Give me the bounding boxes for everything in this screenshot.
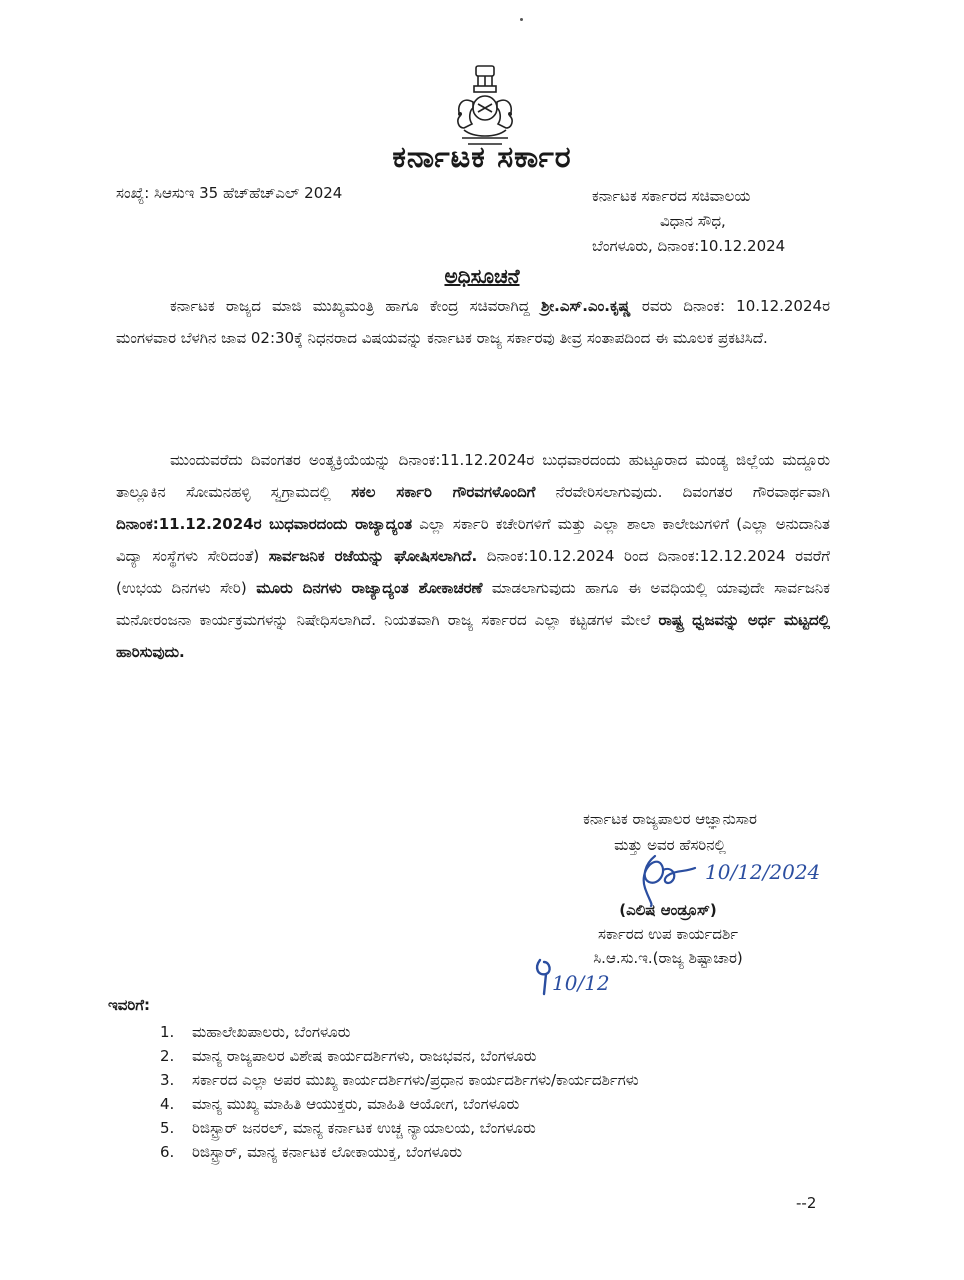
officer-name: (ಎಲಿಷ ಆಂಡ್ರೂಸ್) [619, 901, 717, 919]
p2-text: ಎಲ್ಲಾ ಸರ್ಕಾರಿ ಕಚೇರಿಗಳಿಗೆ ಮತ್ತು ಎಲ್ಲಾ ಶಾಲಾ ಕಾಲೇಜುಗಳಿಗೆ (ಎಲ್ಲಾ ಅನುದಾನಿತ ವಿದ್ಯಾ ಸಂಸ್ಥೆಗಳು ಸೇರಿದಂತೆ) [116, 515, 831, 565]
initial-date: 10/12 [552, 971, 610, 995]
scan-speck [520, 18, 523, 21]
p2-text: ಮುಂದುವರೆದು ದಿವಂಗತರ ಅಂತ್ಯಕ್ರಿಯೆಯನ್ನು ದಿನಾಂಕ:11.12.2024ರ ಬುಧವಾರದಂದು ಹುಟ್ಟೂರಾದ ಮಂಡ್ಯ ಜಿಲ್ಲೆಯ ಮದ್ದೂರು ತಾಲ್ಲೂಕಿನ ಸೋಮನಹಳ್ಳಿ ಸ್ವಗ್ರಾಮದಲ್ಲಿ [116, 451, 830, 501]
reference-number: ಸಂಖ್ಯೆ: ಸಿಆಸುಇ 35 ಹೆಚ್‌ಹೆಚ್‌ಎಲ್ 2024 [116, 184, 343, 202]
list-item-text: ರಿಜಿಸ್ಟ್ರಾರ್ ಜನರಲ್, ಮಾನ್ಯ ಕರ್ನಾಟಕ ಉಚ್ಚ ನ್ಯಾಯಾಲಯ, ಬೆಂಗಳೂರು [192, 1119, 536, 1137]
copy-to-list [160, 1020, 780, 1164]
p2-bold: ಸಕಲ ಸರ್ಕಾರಿ ಗೌರವಗಳೊಂದಿಗೆ [351, 483, 536, 501]
p2-text: ಮಾಡಲಾಗುವುದು ಹಾಗೂ ಈ ಅವಧಿಯಲ್ಲಿ ಯಾವುದೇ ಸಾರ್ವಜನಿಕ ಮನೋರಂಜನಾ ಕಾರ್ಯಕ್ರಮಗಳನ್ನು ನಿಷೇಧಿಸಲಾಗಿದೆ. ನಿಯತವಾಗಿ ರಾಜ್ಯ ಸರ್ಕಾರದ ಎಲ್ಲಾ ಕಟ್ಟಡಗಳ ಮೇಲೆ [116, 579, 831, 629]
list-item-number: 4. [160, 1095, 175, 1113]
list-item [160, 1044, 780, 1068]
p2-bold: ಸಾರ್ವಜನಿಕ ರಜೆಯನ್ನು ಘೋಷಿಸಲಾಗಿದೆ. [268, 547, 478, 565]
p2-bold: ರಾಷ್ಟ್ರ ಧ್ವಜವನ್ನು ಅರ್ಧ ಮಟ್ಟದಲ್ಲಿ ಹಾರಿಸುವುದು. [116, 611, 830, 661]
office-date-line: ಬೆಂಗಳೂರು, ದಿನಾಂಕ:10.12.2024 [592, 237, 786, 255]
list-item-number: 2. [160, 1047, 175, 1065]
p2-text: ನೆರವೇರಿಸಲಾಗುವುದು. ದಿವಂಗತರ ಗೌರವಾರ್ಥವಾಗಿ [535, 483, 830, 501]
list-item [160, 1092, 780, 1116]
officer-department: ಸಿ.ಆ.ಸು.ಇ.(ರಾಜ್ಯ ಶಿಷ್ಟಾಚಾರ) [593, 949, 743, 967]
p2-bold: ದಿನಾಂಕ:11.12.2024ರ ಬುಧವಾರದಂದು ರಾಜ್ಯಾದ್ಯಂತ [116, 515, 413, 533]
officer-designation: ಸರ್ಕಾರದ ಉಪ ಕಾರ್ಯದರ್ಶಿ [597, 925, 738, 943]
list-item-text: ಮಾನ್ಯ ರಾಜ್ಯಪಾಲರ ವಿಶೇಷ ಕಾರ್ಯದರ್ಶಿಗಳು, ರಾಜಭವನ, ಬೆಂಗಳೂರು [192, 1047, 537, 1065]
list-item-number: 6. [160, 1143, 175, 1161]
office-line: ವಿಧಾನ ಸೌಧ, [660, 212, 726, 230]
paragraph-announcement [116, 290, 830, 354]
list-item [160, 1140, 780, 1164]
notification-heading [0, 264, 964, 288]
handwritten-initial [530, 950, 610, 998]
authority-line-1: ಕರ್ನಾಟಕ ರಾಜ್ಯಪಾಲರ ಆಜ್ಞಾನುಸಾರ [583, 810, 757, 828]
paragraph-arrangements [116, 444, 830, 668]
office-line: ಕರ್ನಾಟಕ ಸರ್ಕಾರದ ಸಚಿವಾಲಯ [592, 187, 751, 205]
list-item [160, 1020, 780, 1044]
deceased-name: ಶ್ರೀ.ಎಸ್.ಎಂ.ಕೃಷ್ಣ [540, 297, 631, 315]
list-item-text: ಮಹಾಲೇಖಪಾಲರು, ಬೆಂಗಳೂರು [192, 1023, 351, 1041]
karnataka-emblem-icon [448, 62, 522, 148]
list-item-number: 5. [160, 1119, 175, 1137]
signature-date: 10/12/2024 [705, 860, 821, 884]
list-item-text: ಸರ್ಕಾರದ ಎಲ್ಲಾ ಅಪರ ಮುಖ್ಯ ಕಾರ್ಯದರ್ಶಿಗಳು/ಪ್ರಧಾನ ಕಾರ್ಯದರ್ಶಿಗಳು/ಕಾರ್ಯದರ್ಶಿಗಳು [192, 1071, 639, 1089]
list-item-number: 3. [160, 1071, 175, 1089]
copy-to-title: ಇವರಿಗೆ: [108, 996, 151, 1014]
document-title: ಕರ್ನಾಟಕ ಸರ್ಕಾರ [392, 140, 572, 175]
list-item-number: 1. [160, 1023, 175, 1041]
list-item-text: ರಿಜಿಸ್ಟ್ರಾರ್, ಮಾನ್ಯ ಕರ್ನಾಟಕ ಲೋಕಾಯುಕ್ತ, ಬೆಂಗಳೂರು [192, 1143, 463, 1161]
p2-bold: ಮೂರು ದಿನಗಳು ರಾಜ್ಯಾದ್ಯಂತ ಶೋಕಾಚರಣೆ [256, 579, 483, 597]
p1-text: ರವರು ದಿನಾಂಕ: 10.12.2024ರ ಮಂಗಳವಾರ ಬೆಳಗಿನ ಜಾವ 02:30ಕ್ಕೆ ನಿಧನರಾದ ವಿಷಯವನ್ನು ಕರ್ನಾಟಕ ರಾಜ್ಯ ಸರ್ಕಾರವು ತೀವ್ರ ಸಂತಾಪದಿಂದ ಈ ಮೂಲಕ ಪ್ರಕಟಿಸಿದೆ. [116, 297, 831, 347]
list-item [160, 1116, 780, 1140]
list-item-text: ಮಾನ್ಯ ಮುಖ್ಯ ಮಾಹಿತಿ ಆಯುಕ್ತರು, ಮಾಹಿತಿ ಆಯೋಗ, ಬೆಂಗಳೂರು [192, 1095, 520, 1113]
authority-line-2: ಮತ್ತು ಅವರ ಹೆಸರಿನಲ್ಲಿ [614, 836, 726, 854]
list-item [160, 1068, 780, 1092]
notification-heading-text: ಅಧಿಸೂಚನೆ [444, 264, 520, 288]
p1-text: ಕರ್ನಾಟಕ ರಾಜ್ಯದ ಮಾಜಿ ಮುಖ್ಯಮಂತ್ರಿ ಹಾಗೂ ಕೇಂದ್ರ ಸಚಿವರಾಗಿದ್ದ [170, 297, 541, 315]
office-address [592, 184, 785, 259]
page-continuation-marker: --2 [796, 1194, 817, 1212]
p2-text: ದಿನಾಂಕ:10.12.2024 ರಿಂದ ದಿನಾಂಕ:12.12.2024 ರವರೆಗೆ (ಉಭಯ ದಿನಗಳು ಸೇರಿ) [116, 547, 830, 597]
